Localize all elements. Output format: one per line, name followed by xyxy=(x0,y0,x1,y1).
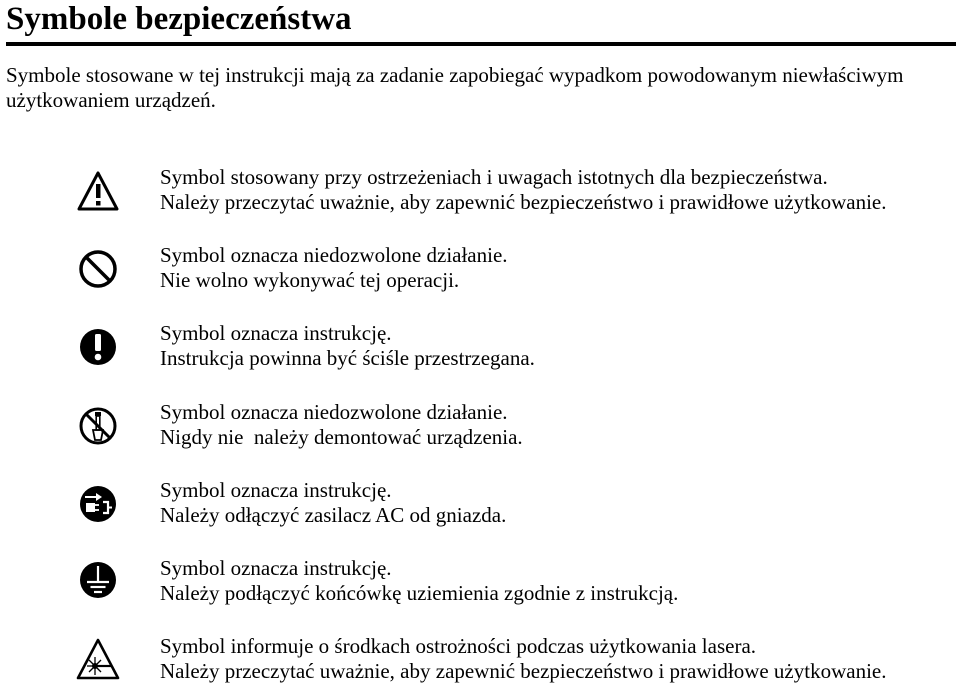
symbol-description xyxy=(160,400,523,450)
symbol-entry-prohibited xyxy=(0,243,960,303)
unplug-icon xyxy=(76,482,120,526)
intro-paragraph: Symbole stosowane w tej instrukcji mają za zadanie zapobiegać wypadkom powodowanym niewłaściwym użytkowaniem urządzeń. xyxy=(6,63,904,112)
symbol-entry-instruction xyxy=(0,321,960,381)
symbol-line-2: Należy przeczytać uważnie, aby zapewnić bezpieczeństwo i prawidłowe użytkowanie. xyxy=(160,190,887,214)
symbol-line-1: Symbol stosowany przy ostrzeżeniach i uwagach istotnych dla bezpieczeństwa. xyxy=(160,165,828,189)
symbol-line-2: Należy przeczytać uważnie, aby zapewnić bezpieczeństwo i prawidłowe użytkowanie. xyxy=(160,659,887,683)
symbol-line-2: Należy podłączyć końcówkę uziemienia zgodnie z instrukcją. xyxy=(160,581,679,605)
symbol-line-1: Symbol oznacza instrukcję. xyxy=(160,556,392,580)
symbol-line-2: Nigdy nie należy demontować urządzenia. xyxy=(160,425,523,449)
symbol-entry-ground xyxy=(0,556,960,616)
symbol-description xyxy=(160,478,506,528)
symbol-line-1: Symbol informuje o środkach ostrożności podczas użytkowania lasera. xyxy=(160,634,757,658)
symbol-line-2: Nie wolno wykonywać tej operacji. xyxy=(160,268,460,292)
symbol-entry-unplug xyxy=(0,478,960,538)
symbol-line-1: Symbol oznacza instrukcję. xyxy=(160,321,392,345)
symbol-description xyxy=(160,165,886,215)
symbol-line-2: Instrukcja powinna być ściśle przestrzegana. xyxy=(160,346,535,370)
symbol-line-2: Należy odłączyć zasilacz AC od gniazda. xyxy=(160,503,507,527)
page-title: Symbole bezpieczeństwa xyxy=(6,1,352,37)
symbol-line-1: Symbol oznacza niedozwolone działanie. xyxy=(160,400,508,424)
symbol-line-1: Symbol oznacza niedozwolone działanie. xyxy=(160,243,508,267)
title-rule xyxy=(6,42,956,46)
symbol-line-1: Symbol oznacza instrukcję. xyxy=(160,478,392,502)
symbol-description xyxy=(160,556,678,606)
warning-triangle-icon xyxy=(76,170,120,214)
symbol-entry-warning xyxy=(0,165,960,225)
symbol-entry-no-disassembly xyxy=(0,400,960,460)
no-disassembly-icon xyxy=(76,404,120,448)
prohibited-icon xyxy=(76,247,120,291)
symbol-description xyxy=(160,634,886,684)
ground-icon xyxy=(76,558,120,602)
mandatory-exclamation-icon xyxy=(76,325,120,369)
symbol-description xyxy=(160,321,535,371)
symbol-entry-laser xyxy=(0,634,960,694)
laser-warning-icon xyxy=(76,638,120,682)
symbol-description xyxy=(160,243,508,293)
